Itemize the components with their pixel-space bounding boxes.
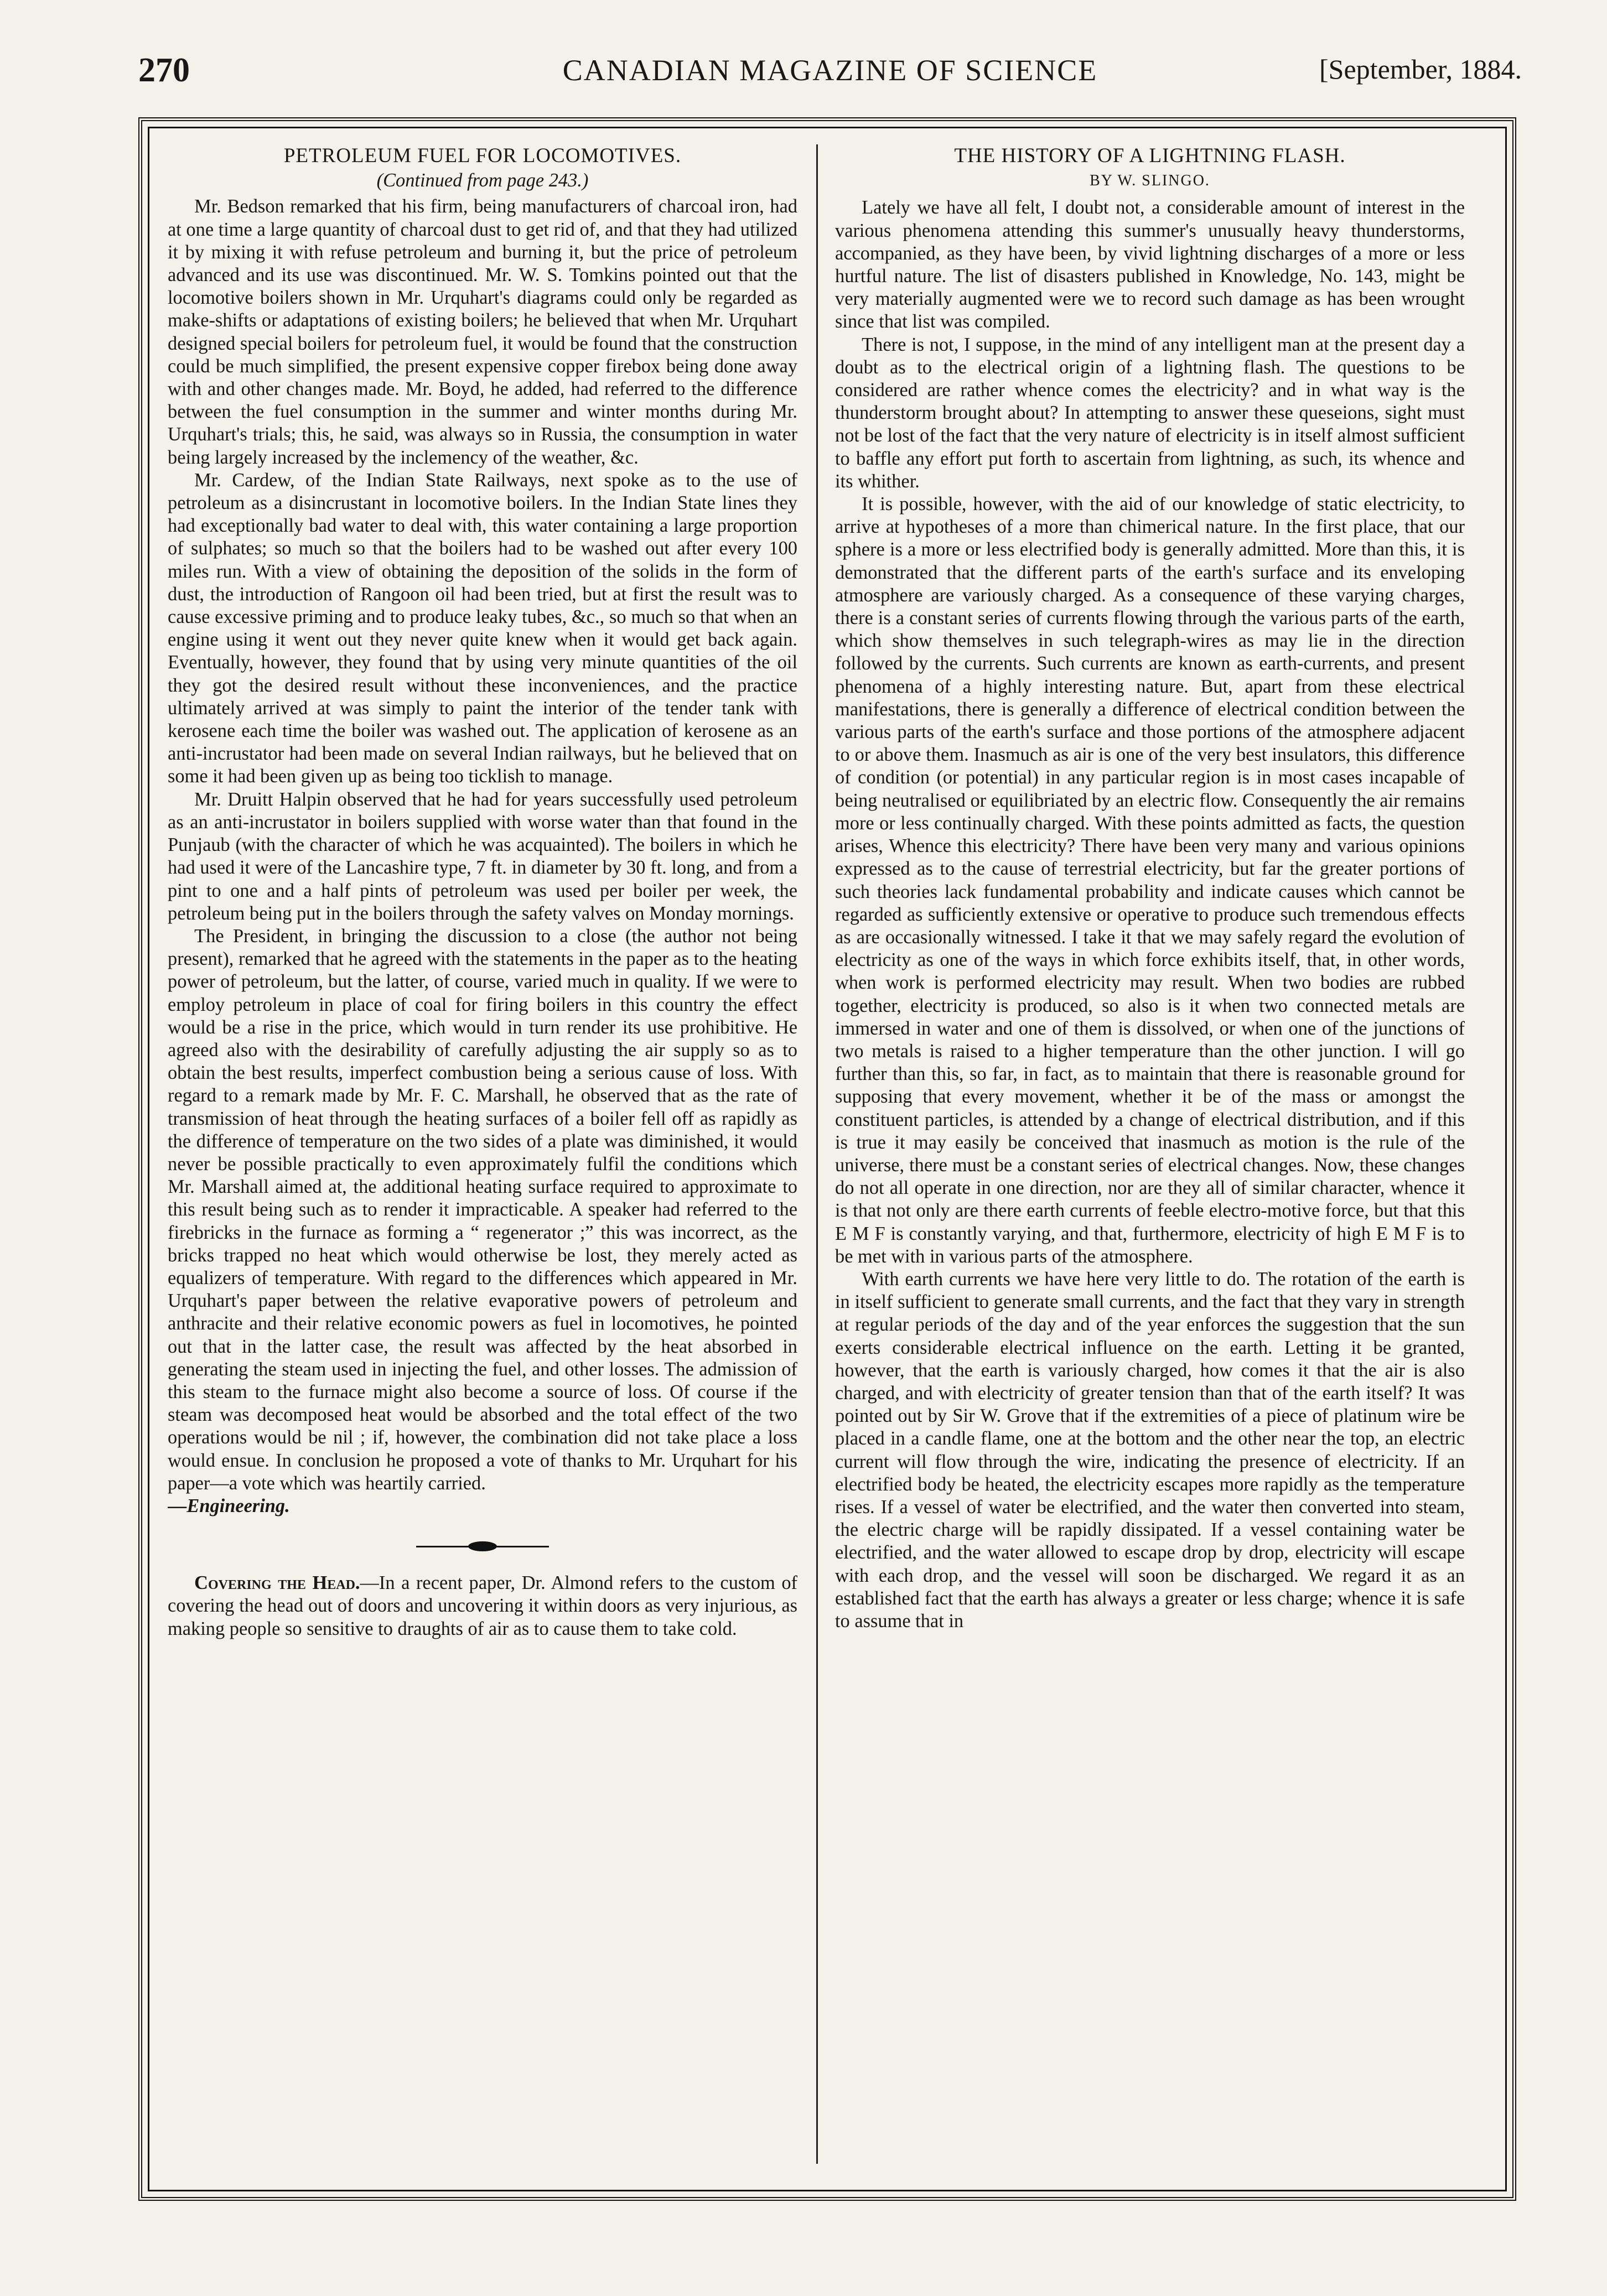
article-title: THE HISTORY OF A LIGHTNING FLASH. (954, 144, 1346, 167)
continued-note: (Continued from page 243.) (376, 170, 589, 191)
divider-ornament (468, 1541, 497, 1551)
note-covering-the-head (168, 1572, 797, 1640)
page-number: 270 (138, 51, 190, 89)
note-text: —In a recent paper, Dr. Almond refers to the custom of covering the head out of doors and uncovering it within doors as very injurious, as making people so sensitive to draughts of air as to cause them to take cold. (168, 1572, 797, 1639)
article-petroleum-fuel (168, 144, 797, 2158)
page-frame (138, 117, 1516, 2201)
running-head (138, 51, 1522, 101)
issue-date: [September, 1884. (1319, 54, 1522, 85)
source-attribution: —Engineering. (168, 1495, 290, 1516)
paragraph-lately: Lately we have all felt, I doubt not, a considerable amount of interest in the various phenomena attending this summer's unusually heavy thunderstorms, accompanied, as they have been, by vivid lightning discharges of a more or less hurtful nature. The list of disasters published in Knowledge, No. 143, might be very materially augmented were we to record such damage as has been wrought since that list was compiled. (835, 197, 1465, 333)
paragraph-electrical-origin: There is not, I suppose, in the mind of any intelligent man at the present day a doubt as to the electrical origin of a lightning flash. The questions to be considered are rather whence comes the electricity? and in what way is the thunderstorm brought about? In attempting to answer these queseions, sight must not be lost of the fact that the very nature of electricity is in itself almost sufficient to baffle any effort put forth to ascertain from lightning, as such, its whence and its whither. (835, 334, 1465, 492)
article-lightning-flash (835, 144, 1465, 2158)
paragraph-earth-currents: With earth currents we have here very little to do. The rotation of the earth is in itself sufficient to generate small currents, and the fact that they vary in strength at regular periods of the day and of the year enforces the suggestion that the sun exerts considerable electrical influence on the earth. Letting it be granted, however, that the earth is variously charged, how comes it that the air is also charged, and with electricity of greater tension than that of the earth itself? It was pointed out by Sir W. Grove that if the extremities of a piece of platinum wire be placed in a candle flame, one at the bottom and the other near the top, an electric current will flow through the wire, indicating the presence of electricity. If an electrified body be heated, the electricity escapes more rapidly as the temperature rises. If a vessel of water be electrified, and the water then converted into steam, the electric charge will be rapidly dissipated. If a vessel containing water be electrified, and the water allowed to escape drop by drop, electricity will escape with each drop, and the vessel will soon be discharged. We regard it as an established fact that the earth has always a greater or less charge; whence it is safe to assume that in (835, 1268, 1465, 1632)
section-divider-ornament (416, 1541, 549, 1552)
paragraph-cardew: Mr. Cardew, of the Indian State Railways, next spoke as to the use of petroleum as a disincrustant in locomotive boilers. In the Indian State lines they had exceptionally bad water to deal with, this water containing a large proportion of sulphates; so much so that the boilers had to be washed out after every 100 miles run. With a view of obtaining the deposition of the solids in the form of dust, the introduction of Rangoon oil had been tried, but at first the result was to cause excessive priming and to produce leaky tubes, &c., so much so that when an engine using it went out they never quite knew when it would get back again. Eventually, however, they found that by using very minute quantities of the oil they got the desired result without these inconveniences, and the practice ultimately arrived at was simply to paint the interior of the tender tank with kerosene each time the boiler was washed out. The application of kerosene as an anti-incrustator had been made on several Indian railways, but he believed that on some it had been given up as being too ticklish to manage. (168, 469, 797, 787)
magazine-title: CANADIAN MAGAZINE OF SCIENCE (562, 54, 1098, 87)
paragraph-static-electricity: It is possible, however, with the aid of our knowledge of static electricity, to arrive at hypotheses of a more than chimerical nature. In the first place, that our sphere is a more or less electrified body is generally admitted. More than this, it is demonstrated that the different parts of the earth's surface and its enveloping atmosphere are variously charged. As a consequence of these varying charges, there is a constant series of currents flowing through the various parts of the earth, which show themselves in such telegraph-wires as may lie in the direction followed by the currents. Such currents are known as earth-currents, and present phenomena of a highly interesting nature. But, apart from these electrical manifestations, there is generally a difference of electrical condition between the various parts of the earth's surface and those portions of the atmosphere adjacent to or above them. Inasmuch as air is one of the very best insulators, this difference of condition (or potential) in any particular region is in most cases incapable of being neutralised or equilibriated by an electric flow. Consequently the air remains more or less continually charged. With these points admitted as facts, the question arises, Whence this electricity? There have been very many and various opinions expressed as to the cause of terrestrial electricity, but far the greater portions of such theories lack fundamental probability and indicate causes which cannot be regarded as sufficiently extensive or operative to produce such tremendous effects as are occasionally witnessed. I take it that we may safely regard the evolution of electricity as one of the ways in which force exhibits itself, that, in other words, when work is performed electricity may result. When two bodies are rubbed together, electricity is produced, so also is it when two connected metals are immersed in water and one of them is dissolved, or when one of the junctions of two metals is raised to a higher temperature than the other junction. I will go further than this, so far, in fact, as to maintain that there is reasonable ground for supposing that every movement, whether it be of the mass or amongst the constituent particles, is attended by a change of electrical distribution, and if this is true it may easily be conceived that inasmuch as motion is the rule of the universe, there must be a constant series of electrical changes. Now, these changes do not all operate in one direction, nor are they all of similar character, whence it is that not only are there earth currents of feeble electro-motive force, but that this E M F is constantly varying, and that, furthermore, electricity of high E M F is to be met with in various parts of the atmosphere. (835, 494, 1465, 1267)
column-rule (816, 144, 818, 2164)
byline: BY W. SLINGO. (1090, 172, 1210, 190)
article-title: PETROLEUM FUEL FOR LOCOMOTIVES. (283, 144, 682, 167)
paragraph-president: The President, in bringing the discussion to a close (the author not being present), remarked that he agreed with the statements in the paper as to the heating power of petroleum, but the latter, of course, varied much in quality. If we were to employ petroleum in place of coal for firing boilers in this country the effect would be a rise in the price, which would in turn render its use prohibitive. He agreed also with the desirability of carefully adjusting the air supply so as to obtain the best results, imperfect combustion being a serious cause of loss. With regard to a remark made by Mr. F. C. Marshall, he observed that as the rate of transmission of heat through the heating surfaces of a boiler fell off as rapidly as the difference of temperature on the two sides of a plate was diminished, it would never be possible practically to even approximately fulfil the conditions which Mr. Marshall aimed at, the additional heating surface required to approximate to this result being such as to render it impracticable. A speaker had referred to the firebricks in the furnace as forming a “ regenerator ;” this was incorrect, as the bricks trapped no heat which would otherwise be lost, they merely acted as equalizers of temperature. With regard to the differences which appeared in Mr. Urquhart's paper between the relative evaporative powers of petroleum and anthracite and their relative economic powers as fuel in locomotives, he pointed out that in the latter case, the result was affected by the heat absorbed in generating the steam used in injecting the fuel, and other losses. The admission of this steam to the furnace might also become a source of loss. Of course if the steam was decomposed heat would be absorbed and the total effect of the two operations would be nil ; if, however, the combination did not take place a loss would ensue. In conclusion he proposed a vote of thanks to Mr. Urquhart for his paper—a vote which was heartily carried. (168, 925, 797, 1494)
note-heading: Covering the Head. (194, 1572, 360, 1594)
paragraph-halpin: Mr. Druitt Halpin observed that he had for years successfully used petroleum as an anti-incrustator in boilers supplied with worse water than that found in the Punjaub (with the character of which he was acquainted). The boilers in which he had used it were of the Lancashire type, 7 ft. in diameter by 30 ft. long, and from a pint to one and a half pints of petroleum was used per boiler per week, the petroleum being put in the boilers through the safety valves on Monday mornings. (168, 788, 797, 924)
paragraph-bedson: Mr. Bedson remarked that his firm, being manufacturers of charcoal iron, had at one time a large quantity of charcoal dust to get rid of, and that they had utilized it by mixing it with refuse petroleum and burning it, but the price of petroleum advanced and its use was discontinued. Mr. W. S. Tomkins pointed out that the locomotive boilers shown in Mr. Urquhart's diagrams could only be regarded as make-shifts or adaptations of existing boilers; he believed that when Mr. Urquhart designed special boilers for petroleum fuel, it would be found that the construction could be much simplified, the present expensive copper firebox being done away with and other changes made. Mr. Boyd, he added, had referred to the difference between the fuel consumption in the summer and winter months during Mr. Urquhart's trials; this, he said, was always so in Russia, the consumption in water being largely increased by the inclemency of the weather, &c. (168, 196, 797, 468)
